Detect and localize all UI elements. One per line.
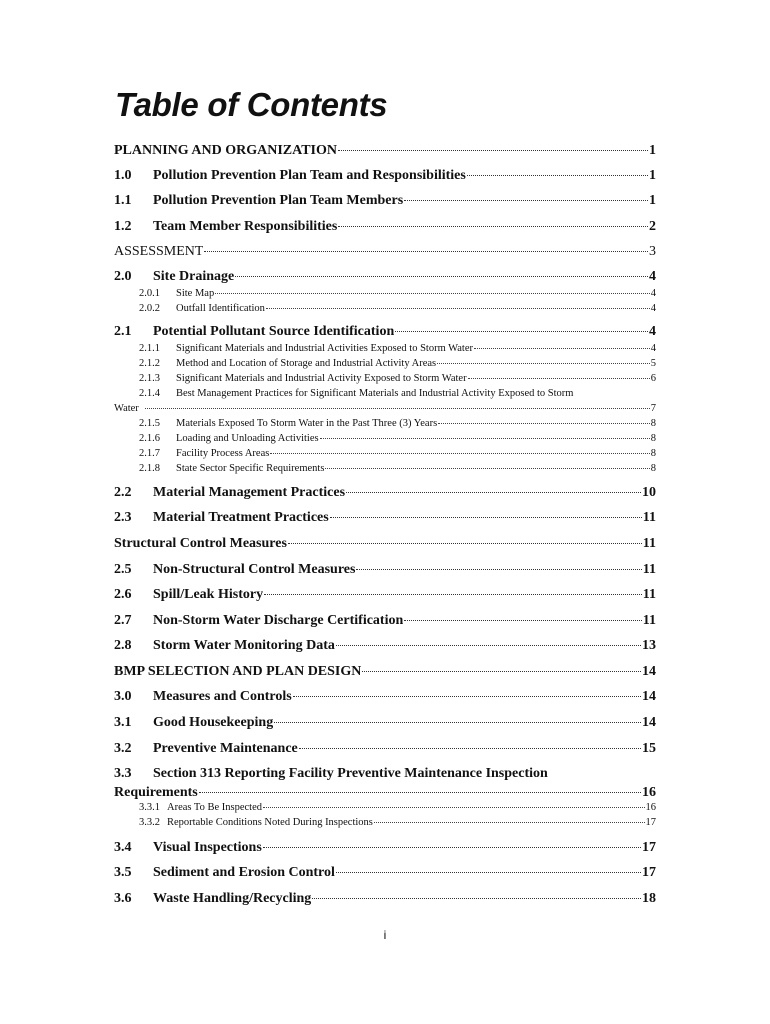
dot-leader <box>336 872 641 873</box>
dot-leader <box>293 696 641 697</box>
toc-entry-label-continued: Water <box>114 403 139 414</box>
toc-entry-line2[interactable] <box>114 785 656 801</box>
toc-entry-label: State Sector Specific Requirements <box>176 463 325 474</box>
toc-entry[interactable] <box>114 269 656 285</box>
dot-leader <box>330 517 642 518</box>
toc-entry-page: 15 <box>642 741 656 756</box>
toc-entry-page: 17 <box>642 840 656 855</box>
toc-entry-label: Visual Inspections <box>153 840 262 855</box>
dot-leader <box>274 722 641 723</box>
toc-entry-number: 2.6 <box>114 587 132 602</box>
toc-subentry-line1[interactable] <box>139 388 656 399</box>
toc-entry[interactable] <box>114 143 656 159</box>
toc-entry-page: 14 <box>642 689 656 704</box>
dot-leader <box>263 807 645 808</box>
toc-entry-label: BMP SELECTION AND PLAN DESIGN <box>114 664 362 679</box>
toc-entry-label: Method and Location of Storage and Industrial Activity Areas <box>176 358 437 369</box>
toc-entry-page: 17 <box>642 865 656 880</box>
toc-entry-page: 6 <box>650 373 656 384</box>
toc-entry-label-continued: Requirements <box>114 785 198 800</box>
toc-subentry[interactable] <box>139 343 656 354</box>
toc-subentry[interactable] <box>139 303 656 314</box>
toc-subentry[interactable] <box>139 463 656 474</box>
dot-leader <box>338 226 648 227</box>
toc-entry-page: 17 <box>645 817 656 828</box>
toc-entry[interactable] <box>114 244 656 260</box>
dot-leader <box>474 348 650 349</box>
toc-entry-number: 2.1.1 <box>139 343 160 354</box>
dot-leader <box>204 251 648 252</box>
toc-entry-page: 5 <box>650 358 656 369</box>
toc-entry-number: 2.7 <box>114 613 132 628</box>
toc-entry-label: Site Map <box>176 288 215 299</box>
toc-entry-number: 1.2 <box>114 219 132 234</box>
toc-entry-label: Good Housekeeping <box>153 715 274 730</box>
toc-entry-page: 11 <box>642 536 656 551</box>
toc-subentry[interactable] <box>139 433 656 444</box>
dot-leader <box>374 822 645 823</box>
toc-entry-page: 16 <box>642 785 656 800</box>
toc-entry-number: 2.1.5 <box>139 418 160 429</box>
toc-entry-page: 8 <box>650 463 656 474</box>
dot-leader <box>320 438 650 439</box>
toc-entry[interactable] <box>114 664 656 680</box>
dot-leader <box>356 569 641 570</box>
toc-entry-page: 14 <box>642 664 656 679</box>
toc-entry[interactable] <box>114 168 656 184</box>
toc-entry-page: 18 <box>642 891 656 906</box>
toc-entry[interactable] <box>114 891 656 907</box>
toc-entry-label: Significant Materials and Industrial Activities Exposed to Storm Water <box>176 343 473 354</box>
toc-entry-number: 3.6 <box>114 891 132 906</box>
toc-entry-page: 1 <box>649 193 656 208</box>
toc-entry-page: 1 <box>649 143 656 158</box>
toc-entry[interactable] <box>114 715 656 731</box>
toc-entry-label: Team Member Responsibilities <box>153 219 338 234</box>
toc-entry-number: 3.3.2 <box>139 817 160 828</box>
toc-entry-number: 2.1.7 <box>139 448 160 459</box>
toc-entry[interactable] <box>114 613 656 629</box>
toc-entry[interactable] <box>114 219 656 235</box>
toc-entry-number: 2.5 <box>114 562 132 577</box>
toc-entry-page: 4 <box>650 288 656 299</box>
dot-leader <box>264 594 642 595</box>
toc-entry-label: Preventive Maintenance <box>153 741 298 756</box>
toc-subentry-line2[interactable] <box>114 403 656 414</box>
dot-leader <box>215 293 650 294</box>
toc-entry-label: ASSESSMENT <box>114 244 204 259</box>
toc-subentry[interactable] <box>139 358 656 369</box>
toc-subentry[interactable] <box>139 817 656 828</box>
toc-entry-page: 7 <box>650 403 656 414</box>
toc-entry-number: 2.1.8 <box>139 463 160 474</box>
toc-entry-number: 2.0 <box>114 269 132 284</box>
toc-entry-page: 8 <box>650 448 656 459</box>
toc-entry-number: 2.1.2 <box>139 358 160 369</box>
toc-entry-label: Potential Pollutant Source Identification <box>153 324 395 339</box>
toc-subentry[interactable] <box>139 288 656 299</box>
dot-leader <box>336 645 641 646</box>
toc-entry[interactable] <box>114 587 656 603</box>
toc-entry-label: Waste Handling/Recycling <box>153 891 312 906</box>
dot-leader <box>266 308 650 309</box>
toc-entry-number: 2.0.1 <box>139 288 160 299</box>
dot-leader <box>270 453 649 454</box>
dot-leader <box>467 175 648 176</box>
toc-entry[interactable] <box>114 562 656 578</box>
toc-entry-number: 3.3 <box>114 766 132 781</box>
toc-subentry[interactable] <box>139 373 656 384</box>
dot-leader <box>468 378 650 379</box>
toc-entry-label: Significant Materials and Industrial Activity Exposed to Storm Water <box>176 373 467 384</box>
toc-entry-label: Non-Structural Control Measures <box>153 562 356 577</box>
dot-leader <box>395 331 648 332</box>
toc-entry[interactable] <box>114 689 656 705</box>
page-number-footer: i <box>383 928 387 942</box>
dot-leader <box>145 408 650 409</box>
toc-entry-label: Material Treatment Practices <box>153 510 329 525</box>
dot-leader <box>404 200 648 201</box>
toc-entry-label: Site Drainage <box>153 269 235 284</box>
toc-entry-number: 2.1.4 <box>139 388 160 399</box>
toc-entry-line1[interactable] <box>114 766 656 782</box>
dot-leader <box>288 543 642 544</box>
toc-entry-number: 2.3 <box>114 510 132 525</box>
toc-entry-number: 3.0 <box>114 689 132 704</box>
toc-entry-number: 2.2 <box>114 485 132 500</box>
dot-leader <box>299 748 641 749</box>
page-title: Table of Contents <box>115 86 388 123</box>
toc-entry-page: 3 <box>649 244 656 259</box>
toc-entry-label: Reportable Conditions Noted During Inspections <box>167 817 373 828</box>
dot-leader <box>437 363 650 364</box>
toc-entry-label: PLANNING AND ORGANIZATION <box>114 143 337 158</box>
dot-leader <box>263 847 641 848</box>
toc-entry[interactable] <box>114 840 656 856</box>
toc-entry-label: Structural Control Measures <box>114 536 287 551</box>
toc-entry-page: 8 <box>650 433 656 444</box>
toc-entry-label: Outfall Identification <box>176 303 265 314</box>
toc-entry-label: Loading and Unloading Activities <box>176 433 319 444</box>
toc-entry-number: 2.1 <box>114 324 132 339</box>
toc-entry-label: Measures and Controls <box>153 689 292 704</box>
toc-entry-page: 2 <box>649 219 656 234</box>
toc-entry[interactable] <box>114 536 656 552</box>
toc-entry-page: 10 <box>642 485 656 500</box>
toc-entry-page: 1 <box>649 168 656 183</box>
dot-leader <box>362 671 641 672</box>
toc-entry-label: Facility Process Areas <box>176 448 270 459</box>
toc-entry-page: 16 <box>645 802 656 813</box>
toc-entry-page: 11 <box>642 562 656 577</box>
toc-entry-number: 1.0 <box>114 168 132 183</box>
dot-leader <box>325 468 649 469</box>
toc-entry-number: 2.1.6 <box>139 433 160 444</box>
toc-entry-page: 4 <box>649 269 656 284</box>
toc-subentry[interactable] <box>139 448 656 459</box>
toc-entry[interactable] <box>114 638 656 654</box>
toc-entry-page: 4 <box>649 324 656 339</box>
toc-entry-label: Pollution Prevention Plan Team and Responsibilities <box>153 168 466 183</box>
toc-entry-page: 11 <box>642 613 656 628</box>
dot-leader <box>338 150 648 151</box>
dot-leader <box>404 620 642 621</box>
toc-entry-label: Best Management Practices for Significant Materials and Industrial Activity Exposed to Storm <box>176 388 574 399</box>
toc-entry-number: 3.5 <box>114 865 132 880</box>
toc-entry-number: 2.1.3 <box>139 373 160 384</box>
toc-entry-label: Sediment and Erosion Control <box>153 865 335 880</box>
toc-entry-number: 2.8 <box>114 638 132 653</box>
toc-entry-number: 2.0.2 <box>139 303 160 314</box>
toc-entry-label: Material Management Practices <box>153 485 346 500</box>
toc-entry-label: Section 313 Reporting Facility Preventive Maintenance Inspection <box>153 766 548 781</box>
toc-entry[interactable] <box>114 510 656 526</box>
toc-entry[interactable] <box>114 865 656 881</box>
toc-subentry[interactable] <box>139 802 656 813</box>
toc-entry-number: 1.1 <box>114 193 132 208</box>
toc-entry[interactable] <box>114 485 656 501</box>
dot-leader <box>346 492 641 493</box>
toc-entry-page: 14 <box>642 715 656 730</box>
toc-entry-number: 3.1 <box>114 715 132 730</box>
toc-entry-label: Areas To Be Inspected <box>167 802 262 813</box>
toc-entry-label: Materials Exposed To Storm Water in the Past Three (3) Years <box>176 418 438 429</box>
toc-entry-label: Pollution Prevention Plan Team Members <box>153 193 404 208</box>
toc-entry[interactable] <box>114 193 656 209</box>
toc-entry[interactable] <box>114 324 656 340</box>
toc-entry-page: 4 <box>650 343 656 354</box>
toc-entry-page: 11 <box>642 510 656 525</box>
toc-entry[interactable] <box>114 741 656 757</box>
toc-entry-number: 3.4 <box>114 840 132 855</box>
toc-entry-page: 4 <box>650 303 656 314</box>
toc-entry-page: 13 <box>642 638 656 653</box>
toc-subentry[interactable] <box>139 418 656 429</box>
toc-entry-page: 8 <box>650 418 656 429</box>
dot-leader <box>438 423 650 424</box>
toc-entry-label: Storm Water Monitoring Data <box>153 638 335 653</box>
toc-entry-number: 3.3.1 <box>139 802 160 813</box>
toc-entry-label: Non-Storm Water Discharge Certification <box>153 613 404 628</box>
dot-leader <box>235 276 648 277</box>
toc-entry-label: Spill/Leak History <box>153 587 264 602</box>
dot-leader <box>199 792 641 793</box>
dot-leader <box>312 898 641 899</box>
toc-entry-page: 11 <box>642 587 656 602</box>
toc-entry-number: 3.2 <box>114 741 132 756</box>
